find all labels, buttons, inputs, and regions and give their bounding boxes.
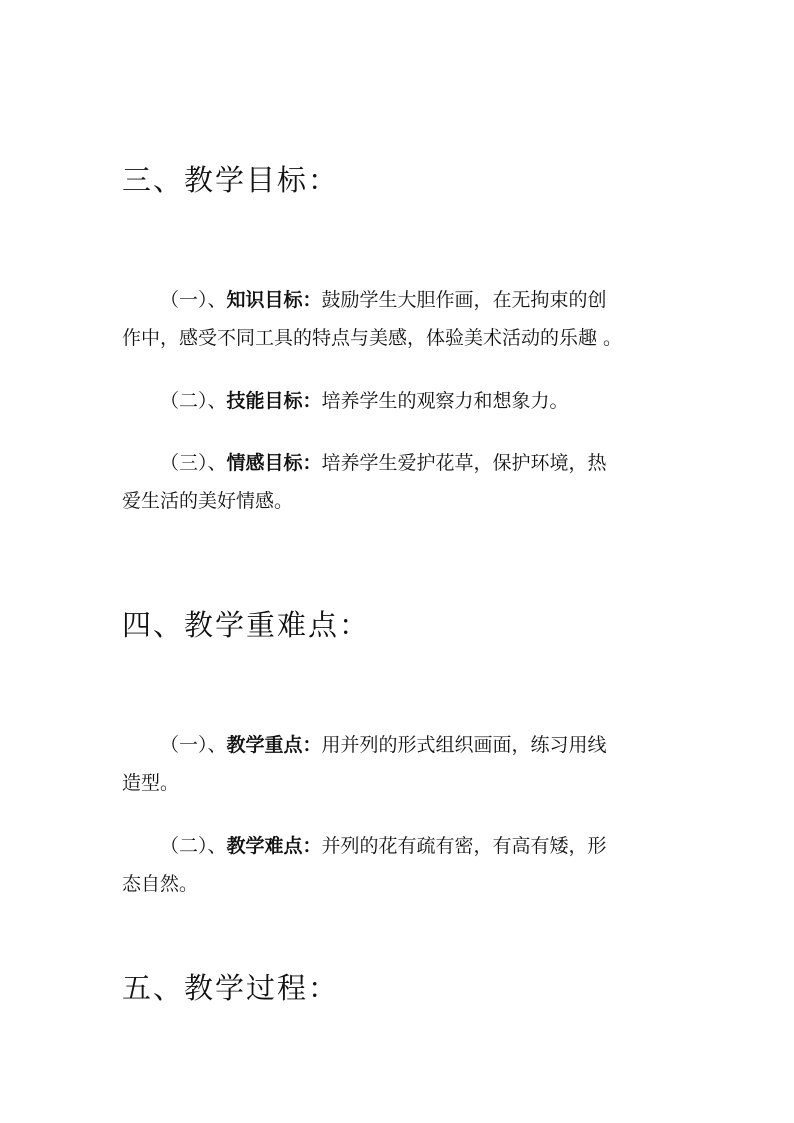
- item-text: 鼓励学生大胆作画，在无拘束的创: [321, 289, 607, 311]
- item-prefix: （三）、: [160, 452, 227, 474]
- item-prefix: （二）、: [160, 835, 227, 857]
- section-heading-key-points: 四、教学重难点：: [122, 608, 371, 642]
- item-label: 教学重点：: [226, 734, 322, 756]
- section-heading-objectives: 三、教学目标：: [122, 163, 340, 197]
- objective-knowledge-line1: [122, 281, 670, 319]
- objective-knowledge: [122, 281, 670, 357]
- item-text: 用并列的形式组织画面，练习用线: [321, 734, 607, 756]
- objective-emotion-line2: 爱生活的美好情感。: [122, 490, 294, 512]
- objective-knowledge-line2: 作中，感受不同工具的特点与美感，体验美术活动的乐趣 。: [122, 327, 623, 349]
- item-prefix: （一）、: [160, 734, 227, 756]
- item-text: 培养学生爱护花草，保护环境，热: [321, 452, 607, 474]
- objective-skill: [122, 382, 670, 420]
- key-point-line1: [122, 726, 670, 764]
- item-text: 并列的花有疏有密，有高有矮，形: [321, 835, 607, 857]
- objective-skill-line1: [122, 382, 670, 420]
- section-heading-process: 五、教学过程：: [122, 971, 340, 1005]
- item-prefix: （一）、: [160, 289, 227, 311]
- difficult-point-line2: 态自然。: [122, 873, 199, 895]
- item-text: 培养学生的观察力和想象力。: [321, 390, 569, 412]
- item-label: 教学难点：: [226, 835, 322, 857]
- item-label: 知识目标：: [226, 289, 322, 311]
- objective-emotion-line1: [122, 444, 670, 482]
- item-prefix: （二）、: [160, 390, 227, 412]
- key-point-line2: 造型。: [122, 772, 180, 794]
- difficult-point: [122, 827, 670, 903]
- difficult-point-line1: [122, 827, 670, 865]
- item-label: 情感目标：: [226, 452, 322, 474]
- item-label: 技能目标：: [226, 390, 322, 412]
- objective-emotion: [122, 444, 670, 520]
- key-point: [122, 726, 670, 802]
